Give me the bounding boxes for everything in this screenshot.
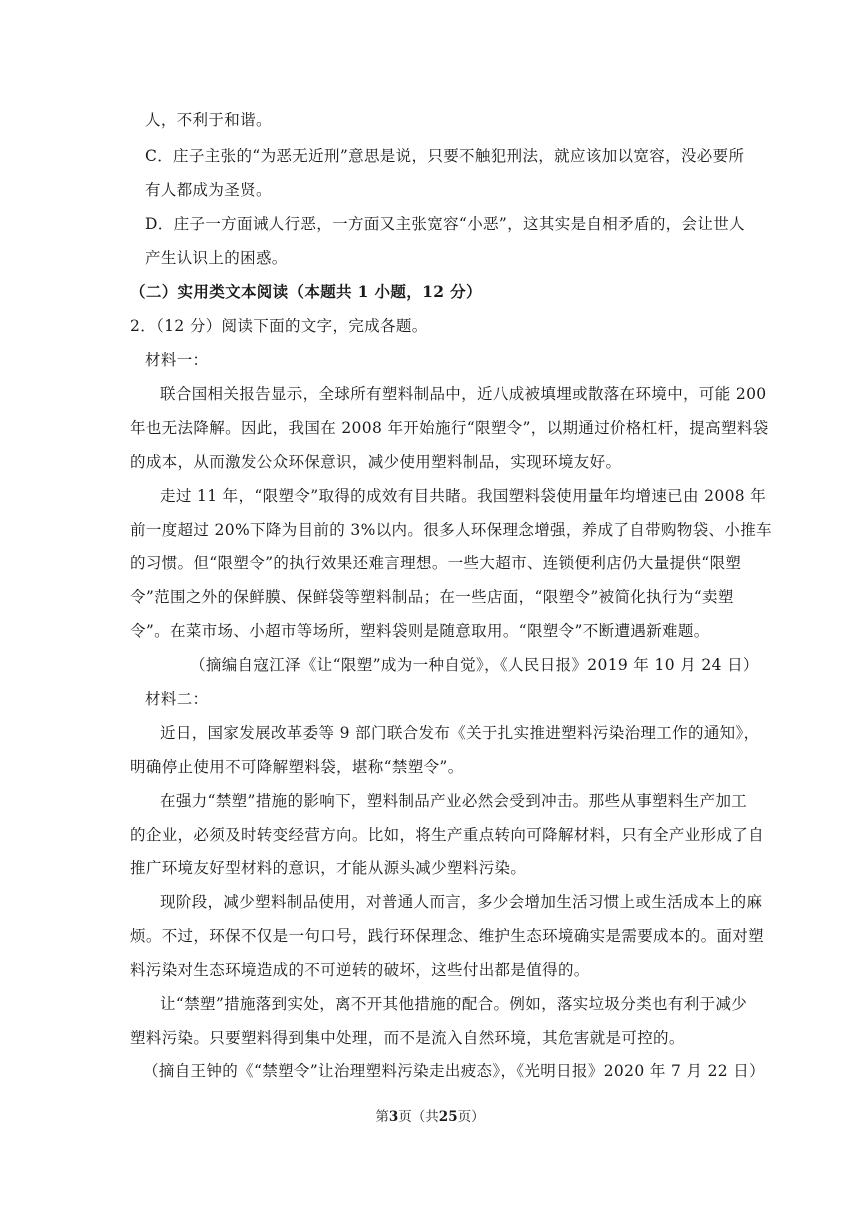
material-1-para-1-line-2: 年也无法降解。因此，我国在 2008 年开始施行“限塑令”，以期通过价格杠杆，提高塑料袋 xyxy=(130,419,769,437)
footer-prefix: 第 xyxy=(375,1109,389,1125)
material-1-para-2-line-4: 令”范围之外的保鲜膜、保鲜袋等塑料制品；在一些店面，“限塑令”被简化执行为“卖塑 xyxy=(130,588,734,606)
material-2-para-3-line-3: 料污染对生态环境造成的不可逆转的破坏，这些付出都是值得的。 xyxy=(130,961,590,979)
material-1-para-2-line-5: 令”。在菜市场、小超市等场所，塑料袋则是随意取用。“限塑令”不断遭遇新难题。 xyxy=(130,622,710,640)
material-1-source: （摘编自寇江泽《让“限塑”成为一种自觉》，《人民日报》2019 年 10 月 24 日） xyxy=(190,656,759,674)
material-1-para-1-line-1: 联合国相关报告显示，全球所有塑料制品中，近八成被填埋或散落在环境中，可能 200 xyxy=(160,385,767,403)
material-2-para-3-line-1: 现阶段，减少塑料制品使用，对普通人而言，多少会增加生活习惯上或生活成本上的麻 xyxy=(160,893,763,911)
footer-total-pages: 25 xyxy=(438,1109,458,1125)
material-2-para-1-line-1: 近日，国家发展改革委等 9 部门联合发布《关于扎实推进塑料污染治理工作的通知》， xyxy=(160,724,760,742)
question-2-prompt: 2．（12 分）阅读下面的文字，完成各题。 xyxy=(130,317,428,335)
material-2-para-2-line-1: 在强力“禁塑”措施的影响下，塑料制品产业必然会受到冲击。那些从事塑料生产加工 xyxy=(160,792,748,810)
material-2-para-1-line-2: 明确停止使用不可降解塑料袋，堪称“禁塑令”。 xyxy=(130,758,464,776)
material-1-para-2-line-3: 的习惯。但“限塑令”的执行效果还难言理想。一些大超市、连锁便利店仍大量提供“限塑 xyxy=(130,554,742,572)
material-2-source: （摘自王钟的《“禁塑令”让治理塑料污染走出疲态》，《光明日报》2020 年 7 月 22 日） xyxy=(143,1062,765,1080)
footer-suffix: 页） xyxy=(457,1109,485,1125)
page-footer xyxy=(0,1108,860,1126)
material-2-label: 材料二： xyxy=(145,690,209,708)
option-c-line-2: 有人都成为圣贤。 xyxy=(145,181,272,199)
material-2-para-4-line-2: 塑料污染。只要塑料得到集中处理，而不是流入自然环境，其危害就是可控的。 xyxy=(130,1029,685,1047)
material-1-para-2-line-2: 前一度超过 20%下降为目前的 3%以内。很多人环保理念增强，养成了自带购物袋、小推车 xyxy=(130,521,772,539)
option-d-line-2: 产生认识上的困惑。 xyxy=(145,249,288,267)
material-2-para-4-line-1: 让“禁塑”措施落到实处，离不开其他措施的配合。例如，落实垃圾分类也有利于减少 xyxy=(160,995,748,1013)
material-1-para-1-line-3: 的成本，从而激发公众环保意识，减少使用塑料制品，实现环境友好。 xyxy=(130,453,622,471)
material-2-para-2-line-2: 的企业，必须及时转变经营方向。比如，将生产重点转向可降解材料，只有全产业形成了自 xyxy=(130,826,765,844)
footer-page-number: 3 xyxy=(388,1109,399,1125)
option-d-line-1: D．庄子一方面诫人行恶，一方面又主张宽容“小恶”，这其实是自相矛盾的，会让世人 xyxy=(145,215,745,233)
section-heading: （二）实用类文本阅读（本题共 1 小题，12 分） xyxy=(130,282,482,301)
material-1-para-2-line-1: 走过 11 年，“限塑令”取得的成效有目共睹。我国塑料袋使用量年均增速已由 2008 年 xyxy=(160,487,767,505)
option-c-line-1: C．庄子主张的“为恶无近刑”意思是说，只要不触犯刑法，就应该加以宽容，没必要所 xyxy=(145,147,745,165)
option-b-continuation: 人，不利于和谐。 xyxy=(145,111,272,129)
material-1-label: 材料一： xyxy=(145,351,209,369)
footer-mid: 页（共 xyxy=(398,1109,439,1125)
material-2-para-3-line-2: 烦。不过，环保不仅是一句口号，践行环保理念、维护生态环境确实是需要成本的。面对塑 xyxy=(130,927,765,945)
material-2-para-2-line-3: 推广环境友好型材料的意识，才能从源头减少塑料污染。 xyxy=(130,859,527,877)
